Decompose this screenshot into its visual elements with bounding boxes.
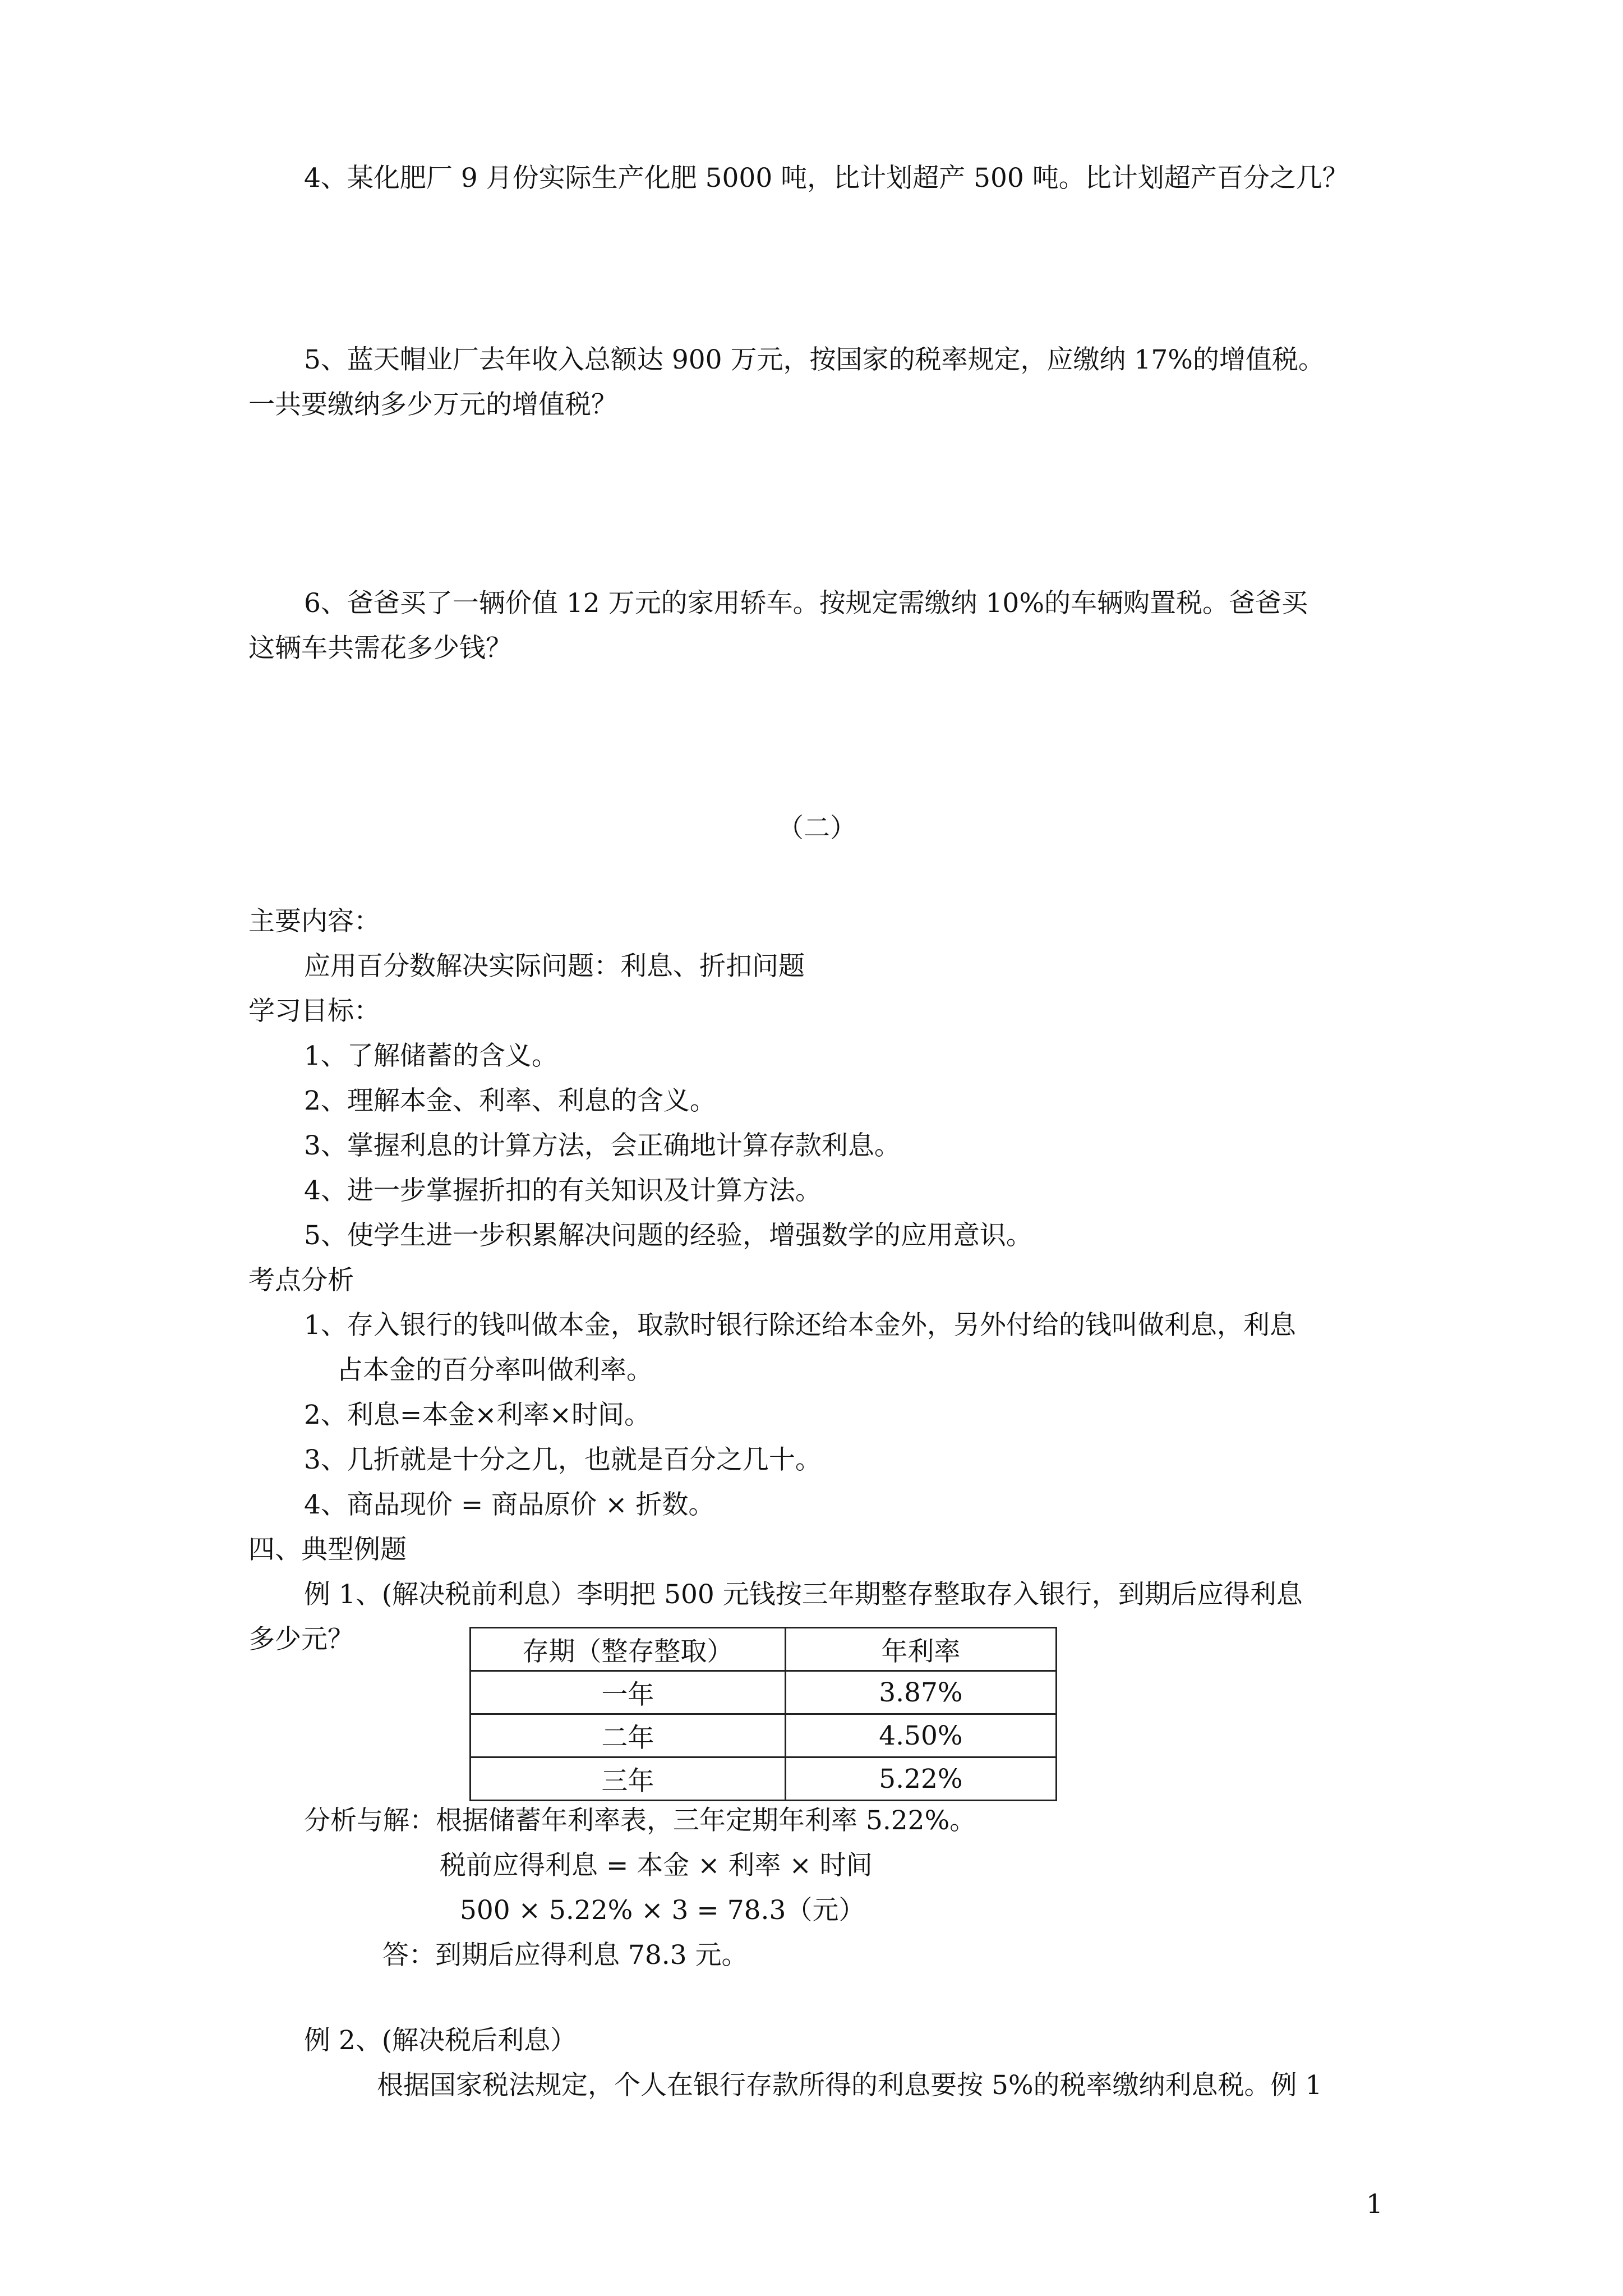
- example-2-text: 根据国家税法规定，个人在银行存款所得的利息要按 5%的税率缴纳利息税。例 1: [377, 2070, 1322, 2101]
- analysis-item: 1、存入银行的钱叫做本金，取款时银行除还给本金外，另外付给的钱叫做利息，利息: [304, 1310, 1296, 1341]
- table-row: [471, 1714, 1057, 1757]
- section-title: （二）: [777, 813, 856, 844]
- goal-item: 1、了解储蓄的含义。: [304, 1041, 558, 1071]
- table-cell: 二年: [471, 1714, 786, 1757]
- goal-item: 3、掌握利息的计算方法，会正确地计算存款利息。: [304, 1130, 901, 1161]
- main-content-label: 主要内容：: [248, 906, 380, 937]
- examples-label: 四、典型例题: [248, 1534, 407, 1565]
- table-header-cell: 年利率: [785, 1628, 1056, 1671]
- table-cell: 4.50%: [785, 1714, 1056, 1757]
- table-header-cell: 存期（整存整取）: [471, 1628, 786, 1671]
- analysis-item: 3、几折就是十分之几，也就是百分之几十。: [304, 1444, 822, 1475]
- solution-line-3: 500 × 5.22% × 3 = 78.3（元）: [460, 1895, 865, 1926]
- analysis-item-continuation: 占本金的百分率叫做利率。: [336, 1355, 653, 1386]
- solution-line-2: 税前应得利息 = 本金 × 利率 × 时间: [440, 1850, 873, 1881]
- goals-label: 学习目标：: [248, 996, 380, 1027]
- main-content-text: 应用百分数解决实际问题：利息、折扣问题: [304, 951, 805, 982]
- problem-6-line-2: 这辆车共需花多少钱？: [248, 633, 512, 664]
- analysis-label: 考点分析: [248, 1265, 354, 1296]
- page-number: 1: [1366, 2189, 1383, 2220]
- analysis-item: 4、商品现价 = 商品原价 × 折数。: [304, 1489, 715, 1520]
- solution-answer: 答：到期后应得利息 78.3 元。: [382, 1940, 748, 1971]
- table-cell: 3.87%: [785, 1671, 1056, 1714]
- table-cell: 5.22%: [785, 1757, 1056, 1801]
- analysis-item: 2、利息=本金×利率×时间。: [304, 1400, 651, 1430]
- goal-item: 4、进一步掌握折扣的有关知识及计算方法。: [304, 1175, 822, 1206]
- table-row: [471, 1757, 1057, 1801]
- solution-line-1: 分析与解：根据储蓄年利率表，三年定期年利率 5.22%。: [304, 1805, 976, 1836]
- example-2-title: 例 2、(解决税后利息）: [304, 2025, 577, 2056]
- problem-5-line-2: 一共要缴纳多少万元的增值税？: [248, 389, 617, 420]
- example-1-line-1: 例 1、(解决税前利息）李明把 500 元钱按三年期整存整取存入银行，到期后应得利息: [304, 1579, 1303, 1610]
- problem-4: 4、某化肥厂 9 月份实际生产化肥 5000 吨，比计划超产 500 吨。比计划超产百分之几？: [304, 163, 1349, 194]
- table-header-row: [471, 1628, 1057, 1671]
- interest-rate-table: [469, 1627, 1057, 1801]
- table-cell: 一年: [471, 1671, 786, 1714]
- table-cell: 三年: [471, 1757, 786, 1801]
- example-1-line-2: 多少元？: [248, 1624, 354, 1655]
- problem-5-line-1: 5、蓝天帽业厂去年收入总额达 900 万元，按国家的税率规定，应缴纳 17%的增值税。: [304, 344, 1325, 375]
- problem-6-line-1: 6、爸爸买了一辆价值 12 万元的家用轿车。按规定需缴纳 10%的车辆购置税。爸爸买: [304, 588, 1308, 619]
- table-row: [471, 1671, 1057, 1714]
- goal-item: 5、使学生进一步积累解决问题的经验，增强数学的应用意识。: [304, 1220, 1032, 1251]
- goal-item: 2、理解本金、利率、利息的含义。: [304, 1085, 716, 1116]
